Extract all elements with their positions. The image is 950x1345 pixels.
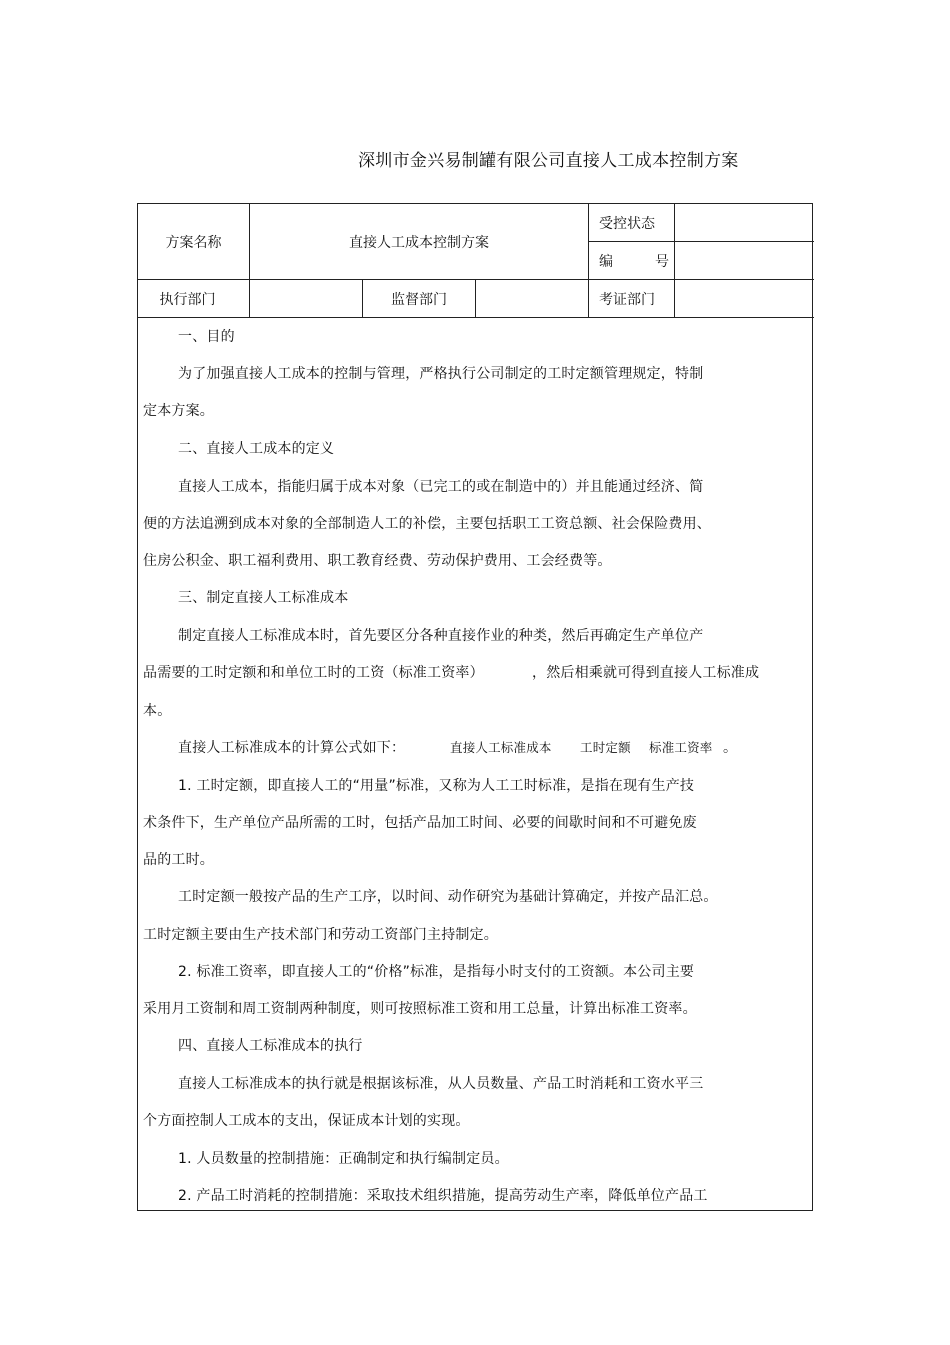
section-3-item-1-line: 术条件下，生产单位产品所需的工时，包括产品加工时间、必要的间歇时间和不可避免废 xyxy=(143,815,697,831)
section-3-paragraph-line: 品需要的工时定额和和单位工时的工资（标准工资率） xyxy=(143,665,484,681)
section-2-heading: 二、直接人工成本的定义 xyxy=(178,441,335,457)
section-3-paragraph-line: ，然后相乘就可得到直接人工标准成 xyxy=(532,665,760,681)
supervise-dept-label: 监督部门 xyxy=(391,291,447,308)
formula-intro: 直接人工标准成本的计算公式如下： xyxy=(178,740,406,756)
section-4-paragraph-line: 个方面控制人工成本的支出，保证成本计划的实现。 xyxy=(143,1113,470,1129)
section-1-paragraph-line: 定本方案。 xyxy=(143,403,214,419)
document-frame xyxy=(137,203,813,1211)
exec-dept-value[interactable] xyxy=(250,280,362,317)
section-3-item-1-line: 品的工时。 xyxy=(143,852,214,868)
number-label-part-1: 编 xyxy=(599,253,613,270)
section-2-paragraph-line: 住房公积金、职工福利费用、职工教育经费、劳动保护费用、工会经费等。 xyxy=(143,553,612,569)
formula-term-wage-rate: 标准工资率 xyxy=(649,740,713,755)
document-title: 深圳市金兴易制罐有限公司直接人工成本控制方案 xyxy=(358,151,739,171)
section-2-paragraph-line: 直接人工成本，指能归属于成本对象（已完工的或在制造中的）并且能通过经济、简 xyxy=(178,479,704,495)
section-1-paragraph-line: 为了加强直接人工成本的控制与管理，严格执行公司制定的工时定额管理规定，特制 xyxy=(178,366,704,382)
section-2-paragraph-line: 便的方法追溯到成本对象的全部制造人工的补偿，主要包括职工工资总额、社会保险费用、 xyxy=(143,516,711,532)
table-divider xyxy=(138,317,814,318)
section-3-paragraph-line: 本。 xyxy=(143,703,172,719)
formula-term-standard-cost: 直接人工标准成本 xyxy=(450,740,552,755)
number-label-part-2: 号 xyxy=(655,253,669,270)
table-divider xyxy=(588,204,589,317)
exec-dept-label: 执行部门 xyxy=(159,291,216,308)
plan-name-value: 直接人工成本控制方案 xyxy=(349,234,489,251)
verify-dept-label: 考证部门 xyxy=(599,291,655,308)
section-3-paragraph-2-line: 工时定额一般按产品的生产工序，以时间、动作研究为基础计算确定，并按产品汇总。 xyxy=(178,889,718,905)
section-4-heading: 四、直接人工标准成本的执行 xyxy=(178,1038,363,1054)
section-3-heading: 三、制定直接人工标准成本 xyxy=(178,590,349,606)
document-number-value[interactable] xyxy=(675,242,814,279)
section-4-paragraph-line: 直接人工标准成本的执行就是根据该标准，从人员数量、产品工时消耗和工资水平三 xyxy=(178,1076,704,1092)
section-1-heading: 一、目的 xyxy=(178,329,235,345)
section-4-item-1: 1. 人员数量的控制措施：正确制定和执行编制定员。 xyxy=(178,1151,509,1167)
section-3-item-2-line: 采用月工资制和周工资制两种制度，则可按照标准工资和用工总量，计算出标准工资率。 xyxy=(143,1001,697,1017)
verify-dept-value[interactable] xyxy=(675,280,814,317)
document-number-label xyxy=(599,242,674,279)
supervise-dept-value[interactable] xyxy=(476,280,588,317)
section-3-paragraph-line: 制定直接人工标准成本时，首先要区分各种直接作业的种类，然后再确定生产单位产 xyxy=(178,628,704,644)
section-3-item-1-line: 1. 工时定额，即直接人工的“用量”标准，又称为人工工时标准，是指在现有生产技 xyxy=(178,778,695,794)
formula-end: 。 xyxy=(723,740,738,756)
plan-name-label: 方案名称 xyxy=(165,234,222,251)
controlled-status-value[interactable] xyxy=(675,204,814,241)
section-3-paragraph-2-line: 工时定额主要由生产技术部门和劳动工资部门主持制定。 xyxy=(143,927,498,943)
formula-term-work-hours: 工时定额 xyxy=(580,740,631,755)
section-4-item-2: 2. 产品工时消耗的控制措施：采取技术组织措施，提高劳动生产率，降低单位产品工 xyxy=(178,1188,708,1204)
controlled-status-label: 受控状态 xyxy=(599,215,655,232)
section-3-item-2-line: 2. 标准工资率，即直接人工的“价格”标准，是指每小时支付的工资额。本公司主要 xyxy=(178,964,695,980)
